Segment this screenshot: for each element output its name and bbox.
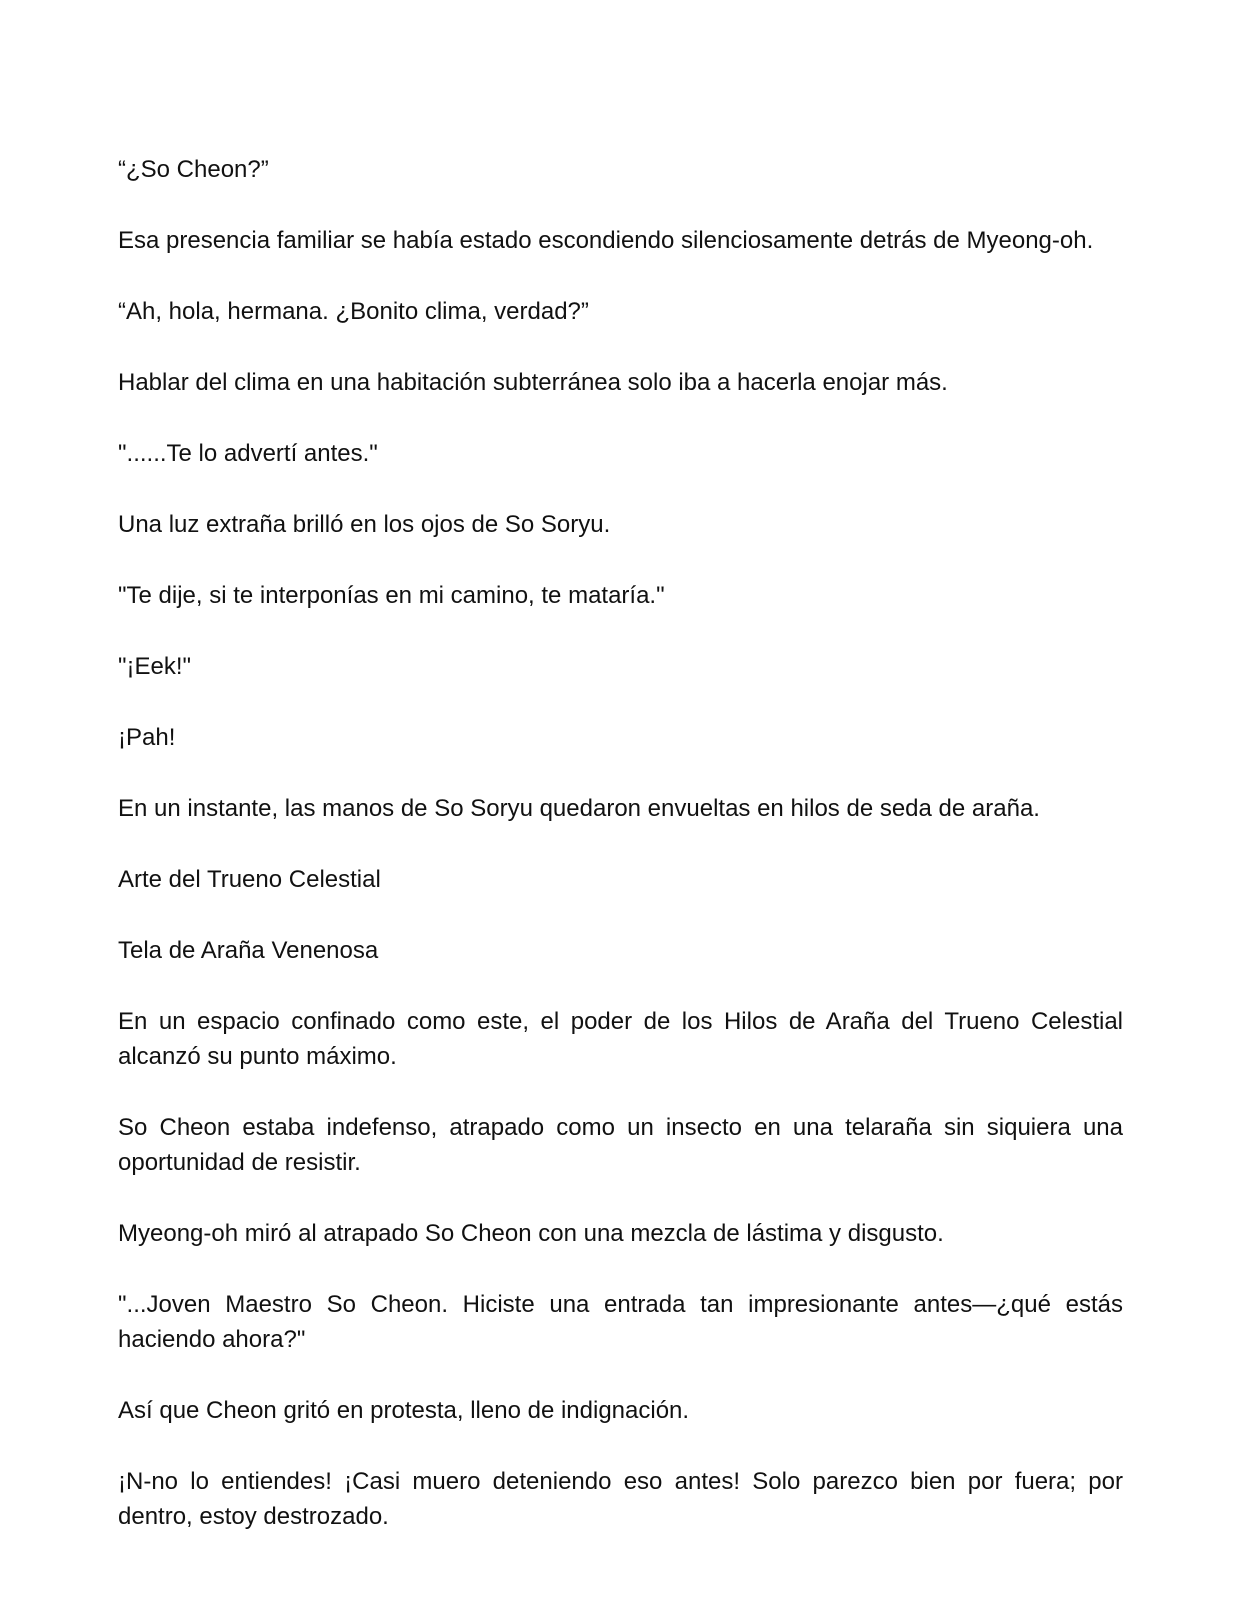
paragraph: Tela de Araña Venenosa: [118, 937, 379, 964]
paragraph: “¿So Cheon?”: [118, 156, 269, 183]
paragraph: "......Te lo advertí antes.": [118, 440, 378, 467]
paragraph: “Ah, hola, hermana. ¿Bonito clima, verdad?”: [118, 298, 589, 325]
paragraph: So Cheon estaba indefenso, atrapado como un insecto en una telaraña sin siquiera una oportunidad de resistir.: [118, 1114, 1123, 1176]
paragraph: En un instante, las manos de So Soryu quedaron envueltas en hilos de seda de araña.: [118, 795, 1040, 822]
paragraph: Arte del Trueno Celestial: [118, 866, 381, 893]
document-body: [118, 152, 1123, 1570]
paragraph: "Te dije, si te interponías en mi camino, te mataría.": [118, 582, 665, 609]
paragraph: Esa presencia familiar se había estado escondiendo silenciosamente detrás de Myeong-oh.: [118, 227, 1094, 254]
paragraph: Hablar del clima en una habitación subterránea solo iba a hacerla enojar más.: [118, 369, 948, 396]
paragraph: "¡Eek!": [118, 653, 192, 680]
paragraph: ¡Pah!: [118, 724, 176, 751]
paragraph: ¡N-no lo entiendes! ¡Casi muero deteniendo eso antes! Solo parezco bien por fuera; por dentro, estoy destrozado.: [118, 1468, 1123, 1530]
paragraph: Una luz extraña brilló en los ojos de So Soryu.: [118, 511, 611, 538]
paragraph: "...Joven Maestro So Cheon. Hiciste una entrada tan impresionante antes—¿qué estás haciendo ahora?": [118, 1291, 1123, 1353]
paragraph: En un espacio confinado como este, el poder de los Hilos de Araña del Trueno Celestial alcanzó su punto máximo.: [118, 1008, 1123, 1070]
paragraph: Así que Cheon gritó en protesta, lleno de indignación.: [118, 1397, 690, 1424]
paragraph: Myeong-oh miró al atrapado So Cheon con una mezcla de lástima y disgusto.: [118, 1220, 944, 1247]
